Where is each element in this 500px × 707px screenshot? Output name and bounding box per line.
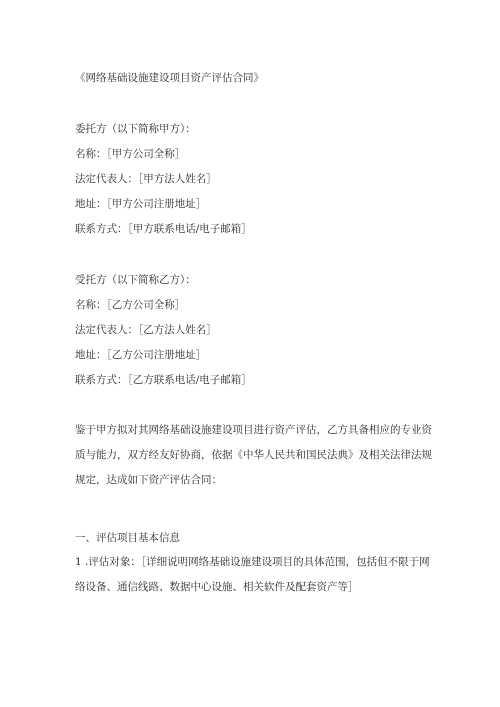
party-a-contact: 联系方式：［甲方联系电话/电子邮箱］ [75, 223, 252, 235]
party-a-legal-rep: 法定代表人：［甲方法人姓名］ [75, 173, 217, 185]
party-b-address: 地址：［乙方公司注册地址］ [75, 349, 207, 361]
party-b-heading: 受托方（以下简称乙方）： [75, 274, 196, 286]
party-b-contact: 联系方式：［乙方联系电话/电子邮箱］ [75, 374, 252, 386]
contract-title: 《网络基础设施建设项目资产评估合同》 [75, 72, 264, 84]
party-b-legal-rep: 法定代表人：［乙方法人姓名］ [75, 324, 217, 336]
section-1-heading: 一、评估项目基本信息 [75, 532, 180, 544]
party-a-name: 名称：［甲方公司全称］ [75, 148, 186, 160]
party-a-heading: 委托方（以下简称甲方）： [75, 123, 196, 135]
party-a-address: 地址：［甲方公司注册地址］ [75, 198, 207, 210]
party-b-name: 名称：［乙方公司全称］ [75, 299, 186, 311]
section-1-item-1: 1 .评估对象：［详细说明网络基础设施建设项目的具体范围，包括但不限于网络设备、通信线路、数据中心设施、相关软件及配套资产等］ [75, 556, 430, 593]
preamble-paragraph: 鉴于甲方拟对其网络基础设施建设项目进行资产评估，乙方具备相应的专业资质与能力，双方经友好协商，依据《中华人民共和国民法典》及相关法律法规规定，达成如下资产评估合同： [75, 424, 432, 486]
